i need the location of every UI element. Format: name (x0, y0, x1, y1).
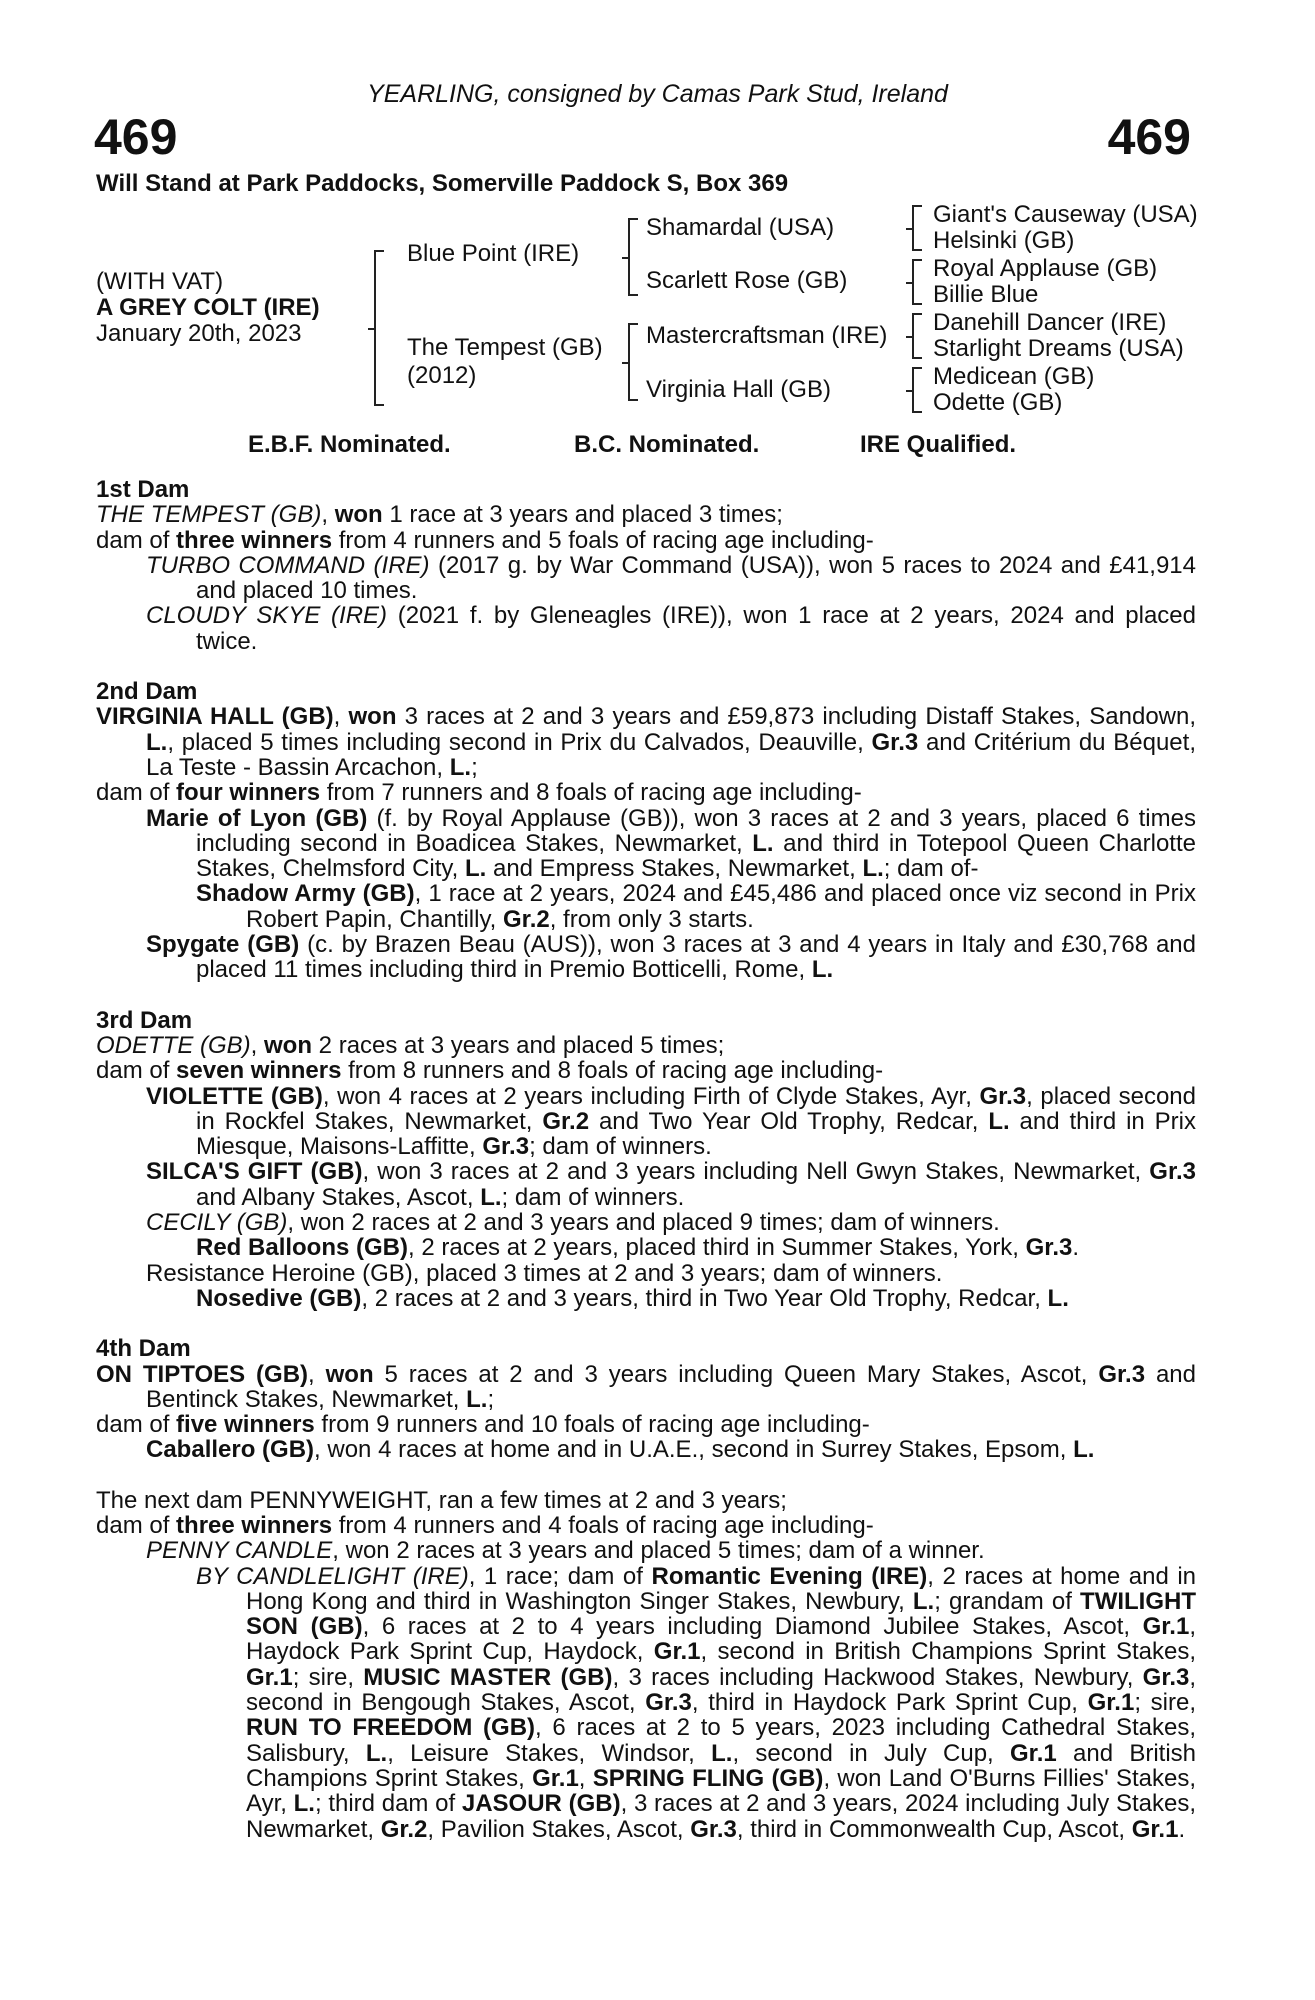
brace-sd (912, 259, 922, 305)
produce-resistance-heroine: Resistance Heroine (GB), placed 3 times at 2 and 3 years; dam of winners. (146, 1259, 943, 1287)
ds-name: Mastercraftsman (IRE) (646, 322, 888, 349)
second-dam-produce: dam of four winners from 7 runners and 8 foals of racing age including- (96, 779, 862, 807)
ire-qualified: IRE Qualified. (860, 431, 1017, 458)
brace-dd (912, 367, 922, 413)
third-dam-line: ODETTE (GB), won 2 races at 3 years and placed 5 times; (96, 1031, 725, 1059)
horse-name: A GREY COLT (IRE) (96, 294, 320, 321)
dam-name: The Tempest (GB) (407, 334, 603, 361)
ssd-name: Helsinki (GB) (933, 227, 1075, 254)
brace-ss (912, 205, 922, 251)
produce-caballero: Caballero (GB), won 4 races at home and in U.A.E., second in Surrey Stakes, Epsom, L. (146, 1436, 1095, 1464)
bc-nomination: B.C. Nominated. (574, 431, 760, 458)
catalogue-body (96, 477, 1196, 1842)
fourth-dam-heading: 4th Dam (96, 1335, 191, 1363)
fourth-dam-line: ON TIPTOES (GB), won 5 races at 2 and 3 years including Queen Mary Stakes, Ascot, Gr.3 and Bentinck Stakes, Newmarket, L.; (96, 1360, 1196, 1413)
produce-violette: VIOLETTE (GB), won 4 races at 2 years including Firth of Clyde Stakes, Ayr, Gr.3, placed second in Rockfel Stakes, Newmarket, Gr.2 and Two Year Old Trophy, Redcar, L. and third in Prix Miesque, Maisons-Laffitte, Gr.3; dam of winners. (146, 1082, 1197, 1161)
sire-name: Blue Point (IRE) (407, 240, 580, 267)
dds-name: Medicean (GB) (933, 363, 1095, 390)
produce-turbo-command: TURBO COMMAND (IRE) (2017 g. by War Command (USA)), won 5 races to 2024 and £41,914 and placed 10 times. (146, 551, 1197, 605)
fourth-dam-produce: dam of five winners from 9 runners and 10 foals of racing age including- (96, 1411, 870, 1439)
dd-name: Virginia Hall (GB) (646, 376, 831, 403)
horse-dob: January 20th, 2023 (96, 320, 302, 347)
sds-name: Royal Applause (GB) (933, 255, 1158, 282)
brace-dam-parents (628, 323, 638, 401)
ddd-name: Odette (GB) (933, 389, 1063, 416)
lot-number-left: 469 (94, 109, 178, 165)
brace-ds (912, 313, 922, 359)
produce-by-candlelight: BY CANDLELIGHT (IRE), 1 race; dam of Romantic Evening (IRE), 2 races at home and in Hong Kong and third in Washington Singer Stakes, Newbury, L.; grandam of TWILIGHT SON (GB), 6 races at 2 to 4 years including Diamond Jubilee Stakes, Ascot, Gr.1, Haydock Park Sprint Cup, Haydock, Gr.1, second in British Champions Sprint Stakes, Gr.1; sire, MUSIC MASTER (GB), 3 races including Hackwood Stakes, Newbury, Gr.3, second in Bengough Stakes, Ascot, Gr.3, third in Haydock Park Sprint Cup, Gr.1; sire, RUN TO FREEDOM (GB), 6 races at 2 to 5 years, 2023 including Cathedral Stakes, Salisbury, L., Leisure Stakes, Windsor, L., second in July Cup, Gr.1 and British Champions Sprint Stakes, Gr.1, SPRING FLING (GB), won Land O'Burns Fillies' Stakes, Ayr, L.; third dam of JASOUR (GB), 3 races at 2 and 3 years, 2024 including July Stakes, Newmarket, Gr.2, Pavilion Stakes, Ascot, Gr.3, third in Commonwealth Cup, Ascot, Gr.1. (196, 1562, 1197, 1843)
second-dam-line: VIRGINIA HALL (GB), won 3 races at 2 and 3 years and £59,873 including Distaff Stakes, Sandown, L., placed 5 times including second in Prix du Calvados, Deauville, Gr.3 and Critérium du Béquet, La Teste - Bassin Arcachon, L.; (96, 703, 1197, 781)
produce-cecily: CECILY (GB), won 2 races at 2 and 3 years and placed 9 times; dam of winners. (146, 1209, 1000, 1237)
produce-penny-candle: PENNY CANDLE, won 2 races at 3 years and placed 5 times; dam of a winner. (146, 1537, 985, 1565)
produce-shadow-army: Shadow Army (GB), 1 race at 2 years, 2024 and £45,486 and placed once viz second in Prix Robert Papin, Chantilly, Gr.2, from only 3 starts. (196, 880, 1197, 933)
first-dam-produce: dam of three winners from 4 runners and 5 foals of racing age including- (96, 526, 874, 554)
third-dam-heading: 3rd Dam (96, 1006, 193, 1034)
dsd-name: Starlight Dreams (USA) (933, 335, 1184, 362)
next-dam-produce: dam of three winners from 4 runners and 4 foals of racing age including- (96, 1511, 874, 1539)
lot-number-right: 469 (1107, 109, 1191, 165)
stand-location: Will Stand at Park Paddocks, Somerville Paddock S, Box 369 (96, 170, 789, 197)
third-dam-produce: dam of seven winners from 8 runners and 8 foals of racing age including- (96, 1057, 884, 1085)
brace-sire-parents (628, 218, 638, 296)
brace-sire-dam (374, 250, 384, 406)
sdd-name: Billie Blue (933, 281, 1039, 308)
consignment-line: YEARLING, consigned by Camas Park Stud, Ireland (367, 80, 948, 108)
dss-name: Danehill Dancer (IRE) (933, 309, 1167, 336)
sss-name: Giant's Causeway (USA) (933, 201, 1198, 228)
vat-note: (WITH VAT) (96, 268, 224, 295)
produce-cloudy-skye: CLOUDY SKYE (IRE) (2021 f. by Gleneagles (IRE)), won 1 race at 2 years, 2024 and placed twice. (146, 602, 1196, 655)
dam-year: (2012) (407, 362, 477, 389)
ss-name: Shamardal (USA) (646, 214, 835, 241)
produce-marie-of-lyon: Marie of Lyon (GB) (f. by Royal Applause (GB)), won 3 races at 2 and 3 years, placed 6 times including second in Boadicea Stakes, Newmarket, L. and third in Totepool Queen Charlotte Stakes, Chelmsford City, L. and Empress Stakes, Newmarket, L.; dam of- (146, 804, 1196, 883)
produce-silcas-gift: SILCA'S GIFT (GB), won 3 races at 2 and 3 years including Nell Gwyn Stakes, Newmarket, Gr.3 and Albany Stakes, Ascot, L.; dam of winners. (146, 1158, 1196, 1211)
first-dam-line: THE TEMPEST (GB), won 1 race at 3 years and placed 3 times; (96, 501, 783, 529)
second-dam-heading: 2nd Dam (96, 678, 198, 706)
sd-name: Scarlett Rose (GB) (646, 267, 848, 294)
produce-nosedive: Nosedive (GB), 2 races at 2 and 3 years, third in Two Year Old Trophy, Redcar, L. (196, 1284, 1069, 1312)
produce-spygate: Spygate (GB) (c. by Brazen Beau (AUS)), won 3 races at 3 and 4 years in Italy and £30,768 and placed 11 times including third in Premio Botticelli, Rome, L. (146, 931, 1197, 984)
ebf-nomination: E.B.F. Nominated. (248, 431, 451, 458)
produce-red-balloons: Red Balloons (GB), 2 races at 2 years, placed third in Summer Stakes, York, Gr.3. (196, 1234, 1080, 1262)
first-dam-heading: 1st Dam (96, 476, 190, 503)
next-dam-line: The next dam PENNYWEIGHT, ran a few times at 2 and 3 years; (96, 1486, 787, 1514)
